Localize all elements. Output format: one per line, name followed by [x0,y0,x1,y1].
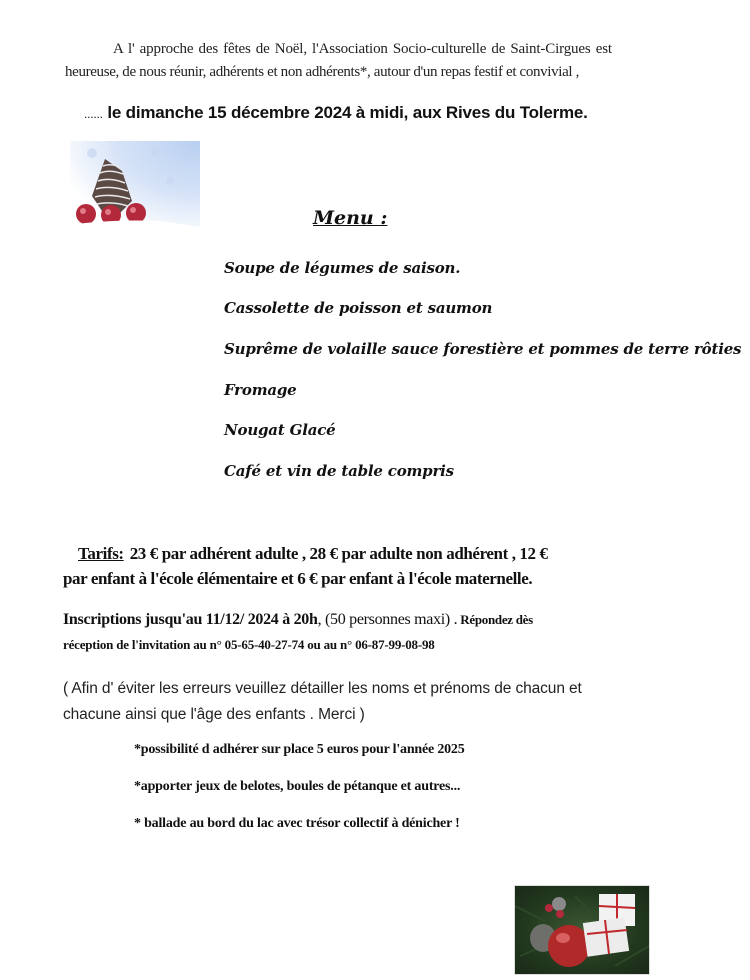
inscriptions-deadline: Inscriptions jusqu'au 11/12/ 2024 à 20h [63,611,318,628]
pinecone-image [70,141,200,227]
extra-item: * ballade au bord du lac avec trésor collectif à dénicher ! [134,816,460,831]
event-date-line [84,103,588,123]
intro-line-2: heureuse, de nous réunir, adhérents et non adhérents*, autour d'un repas festif et convivial , [65,64,580,80]
inscriptions-reply: Répondez dès [457,612,533,627]
note-line-2: chacune ainsi que l'âge des enfants . Merci ) [63,706,365,723]
menu-item: Fromage [224,381,297,399]
tarifs-text-1: 23 € par adhérent adulte , 28 € par adulte non adhérent , 12 € [129,544,548,563]
menu-item: Cassolette de poisson et saumon [224,299,493,317]
inscriptions-line-2: réception de l'invitation au n° 05-65-40-27-74 ou au n° 06-87-99-08-98 [63,637,435,652]
inscriptions-line-1 [63,611,533,629]
tarifs-line-2: par enfant à l'école élémentaire et 6 € par enfant à l'école maternelle. [63,569,533,588]
leading-dots: ...... [84,107,103,121]
event-date-text: le dimanche 15 décembre 2024 à midi, aux Rives du Tolerme. [102,103,588,122]
extra-item: *possibilité d adhérer sur place 5 euros pour l'année 2025 [134,742,465,757]
tarifs-line-1 [78,544,548,564]
intro-line-1: A l' approche des fêtes de Noël, l'Association Socio-culturelle de Saint-Cirgues est [113,41,612,57]
menu-item: Suprême de volaille sauce forestière et pommes de terre rôties [224,340,742,358]
pinecone-baubles-icon [70,141,200,227]
note-line-1: ( Afin d' éviter les erreurs veuillez détailler les noms et prénoms de chacun et [63,680,582,697]
menu-item: Soupe de légumes de saison. [224,259,461,277]
inscriptions-capacity: , (50 personnes maxi) . [317,611,458,628]
gifts-bauble-icon [515,886,649,974]
menu-item: Café et vin de table compris [224,462,454,480]
christmas-gifts-image [514,885,650,975]
menu-title: Menu : [313,207,388,229]
menu-item: Nougat Glacé [224,421,336,439]
tarifs-label: Tarifs: [78,544,124,563]
extra-item: *apporter jeux de belotes, boules de pétanque et autres... [134,779,461,794]
